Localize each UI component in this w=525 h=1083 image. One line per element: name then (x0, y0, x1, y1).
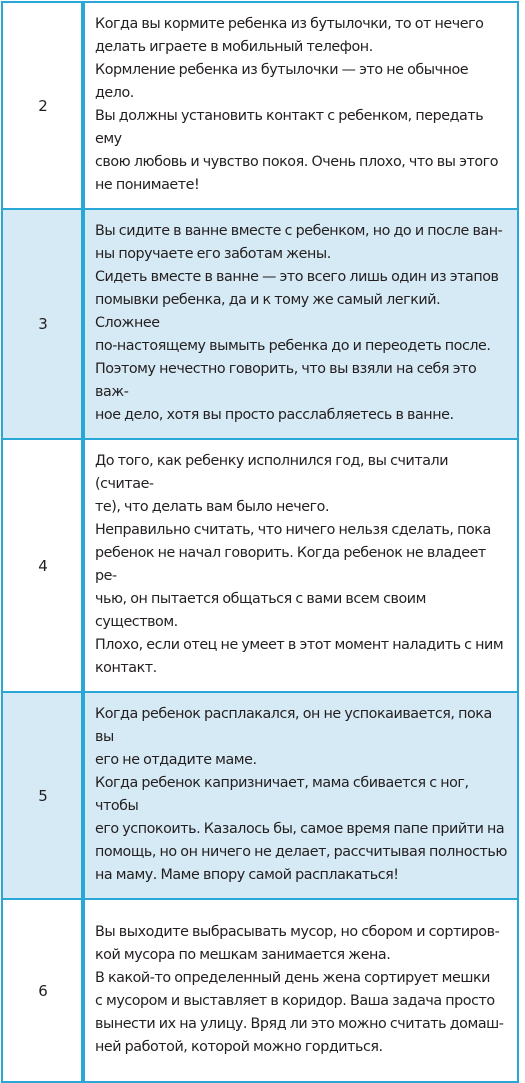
text-line: те), что делать вам было нечего. (95, 499, 330, 515)
row-text-cell (83, 899, 518, 1082)
text-line: не понимаете! (95, 177, 200, 193)
text-line: Вы должны установить контакт с ребенком, передать ему (95, 108, 484, 147)
row-text-cell (83, 209, 518, 439)
row-text-cell (83, 439, 518, 692)
text-line: Сидеть вместе в ванне — это всего лишь один из этапов (95, 269, 499, 285)
text-line: контакт. (95, 660, 157, 676)
advice-table (1, 1, 519, 1083)
text-line: Когда вы кормите ребенка из бутылочки, то от нечего (95, 16, 484, 32)
text-line: на маму. Маме впору самой расплакаться! (95, 867, 399, 883)
text-line: ней работой, которой можно гордиться. (95, 1039, 383, 1055)
table-row (2, 439, 518, 692)
row-number-cell (2, 439, 83, 692)
row-number: 4 (38, 556, 48, 575)
text-line: его успокоить. Казалось бы, самое время папе прийти на (95, 821, 505, 837)
row-number-cell (2, 2, 83, 209)
row-number-cell (2, 899, 83, 1082)
text-line: Когда ребенок расплакался, он не успокаивается, пока вы (95, 706, 492, 745)
text-line: Вы сидите в ванне вместе с ребенком, но до и после ван- (95, 223, 503, 239)
text-line: свою любовь и чувство покоя. Очень плохо, что вы этого (95, 154, 499, 170)
text-line: Неправильно считать, что ничего нельзя сделать, пока (95, 522, 491, 538)
text-line: чью, он пытается общаться с вами всем своим существом. (95, 591, 426, 630)
text-line: Плохо, если отец не умеет в этот момент наладить с ним (95, 637, 504, 653)
table-row (2, 692, 518, 899)
table-row (2, 209, 518, 439)
text-line: ребенок не начал говорить. Когда ребенок не владеет ре- (95, 545, 486, 584)
text-line: помывки ребенка, да и к тому же самый легкий. Сложнее (95, 292, 441, 331)
table-row (2, 2, 518, 209)
text-line: Кормление ребенка из бутылочки — это не обычное дело. (95, 62, 469, 101)
text-line: делать играете в мобильный телефон. (95, 39, 373, 55)
table-row (2, 899, 518, 1082)
text-line: с мусором и выставляет в коридор. Ваша задача просто (95, 993, 495, 1009)
text-line: кой мусора по мешкам занимается жена. (95, 947, 391, 963)
row-text-cell (83, 692, 518, 899)
row-text-cell (83, 2, 518, 209)
row-number-cell (2, 692, 83, 899)
text-line: его не отдадите маме. (95, 752, 257, 768)
text-line: ное дело, хотя вы просто расслабляетесь в ванне. (95, 407, 454, 423)
row-number: 6 (38, 981, 48, 1000)
text-line: Когда ребенок капризничает, мама сбивается с ног, чтобы (95, 775, 469, 814)
row-number: 5 (38, 786, 48, 805)
row-number: 3 (38, 315, 48, 333)
text-line: Вы выходите выбрасывать мусор, но сбором и сортиров- (95, 924, 500, 940)
text-line: ны поручаете его заботам жены. (95, 246, 331, 262)
row-number: 2 (38, 96, 48, 115)
text-line: Поэтому нечестно говорить, что вы взяли на себя это важ- (95, 361, 477, 400)
text-line: До того, как ребенку исполнился год, вы считали (считае- (95, 453, 449, 492)
text-line: по-настоящему вымыть ребенка до и переодеть после. (95, 338, 491, 354)
text-line: В какой-то определенный день жена сортирует мешки (95, 970, 490, 986)
row-number-cell (2, 209, 83, 439)
text-line: помощь, но он ничего не делает, рассчитывая полностью (95, 844, 507, 860)
text-line: вынести их на улицу. Вряд ли это можно считать домаш- (95, 1016, 504, 1032)
